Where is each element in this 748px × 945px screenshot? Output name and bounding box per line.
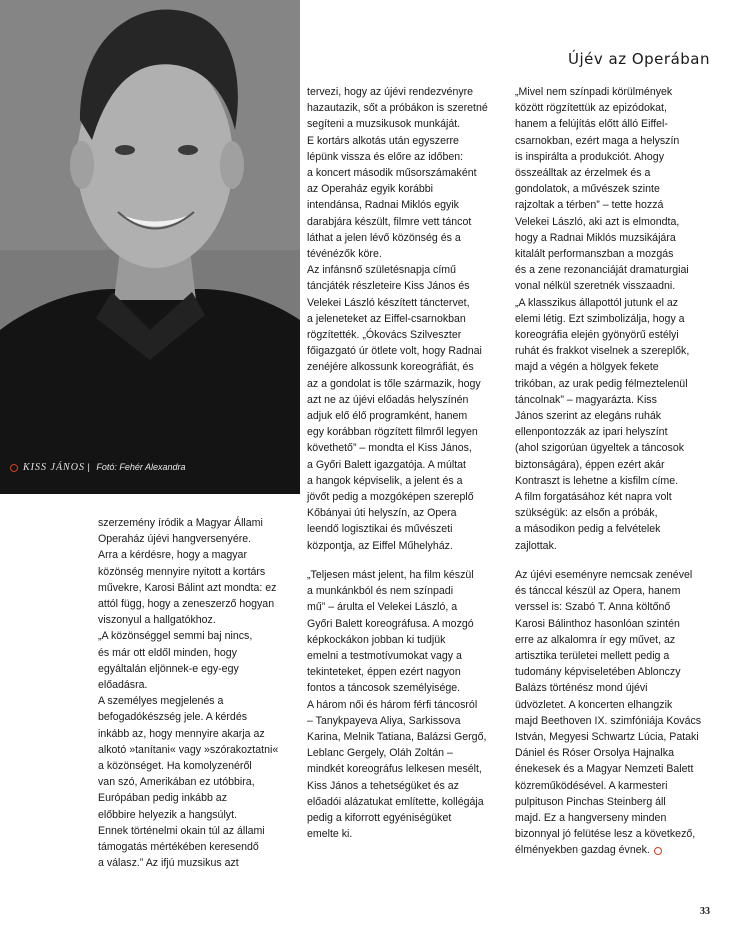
text-line: közönség mennyire nyitott a kortárs <box>98 565 266 578</box>
text-line: hogy a Radnai Miklós muzsikájára <box>515 231 676 244</box>
page-number: 33 <box>700 906 710 917</box>
text-line: zajlottak. <box>515 539 557 552</box>
text-line: Dániel és Róser Orsolya Hajnalka <box>515 747 674 760</box>
end-mark-icon <box>654 847 662 855</box>
text-line: hazautazik, sőt a próbákon is szeretné <box>307 102 488 115</box>
text-line: adjuk elő élő programként, hanem <box>307 410 468 423</box>
text-line: Operaház újévi hangversenyére. <box>98 533 252 546</box>
text-line: támogatás mértékében keresendő <box>98 841 259 854</box>
text-line: Győri Balett koreográfusa. A mozgó <box>307 617 474 630</box>
text-line: emelte ki. <box>307 828 353 841</box>
text-line: rajzoltak a térben” – tette hozzá <box>515 199 664 212</box>
text-line: „Mivel nem színpadi körülmények <box>515 86 673 98</box>
text-line: E kortárs alkotás után egyszerre <box>307 134 459 147</box>
section-title: Újév az Operában <box>568 50 710 68</box>
text-line: Leblanc Gergely, Oláh Zoltán – <box>307 747 453 760</box>
text-line: biztonságára), éppen ezért akár <box>515 458 665 471</box>
text-line: elemi létig. Ezt szimbolizálja, hogy a <box>515 312 685 325</box>
text-line: mű” – árulta el Velekei László, a <box>307 601 458 614</box>
text-line: Karosi Bálinthoz hasonlóan szintén <box>515 617 680 630</box>
text-line: vonal nélkül szeretnék visszaadni. <box>515 280 676 293</box>
text-line: Velekei László készített tánctervet, <box>307 296 470 309</box>
text-line: szerzemény íródik a Magyar Állami <box>98 517 263 529</box>
text-line: – Tanykpayeva Aliya, Sarkissova <box>307 714 461 727</box>
text-line: emelni a testmotívumokat vagy a <box>307 649 462 662</box>
text-line: az Operaház egyik korábbi <box>307 183 434 196</box>
text-line: Európában pedig inkább az <box>98 792 227 805</box>
text-line: Karina, Melnik Tatiana, Balázsi Gergő, <box>307 730 487 743</box>
text-line: főigazgató úr ötlete volt, hogy Radnai <box>307 345 482 358</box>
text-line: és tánccal készül az Opera, hanem <box>515 585 681 598</box>
text-line: Kőbányai úti helyszín, az Opera <box>307 507 457 520</box>
last-text-line <box>515 842 715 858</box>
text-column-1 <box>98 515 298 871</box>
text-line: befogadókészség jele. A kérdés <box>98 711 248 724</box>
text-column-2 <box>307 84 509 842</box>
text-line: a közönséget. Ha komolyzenéről <box>98 760 252 773</box>
text-line: rögzítették. „Ókovács Szilveszter <box>307 329 462 342</box>
text-line: (ahol szigorúan ügyeltek a táncosok <box>515 442 685 455</box>
text-line: a munkánkból és nem színpadi <box>307 585 454 598</box>
text-line: művekre, Karosi Bálint azt mondta: ez <box>98 581 277 594</box>
text-line: közreműködésével. A karmesteri <box>515 779 668 792</box>
text-line: fontos a táncosok személyisége. <box>307 682 461 695</box>
text-line: és már ott eldől minden, hogy <box>98 646 237 659</box>
text-line: viszonyul a hallgatókhoz. <box>98 614 216 627</box>
caption-separator: | <box>87 462 90 472</box>
text-line: és a zene rezonanciáját dramaturgiai <box>515 264 689 277</box>
text-line: „Teljesen mást jelent, ha film készül <box>307 568 474 581</box>
text-line: az a gondolat is tőle származik, hogy <box>307 377 481 390</box>
text-line: majd Beethoven IX. szimfóniája Kovács <box>515 714 702 727</box>
text-line: „A klasszikus állapottól jutunk el az <box>515 296 679 309</box>
photo-caption <box>10 462 295 473</box>
text-line: lépünk vissza és előre az időben: <box>307 150 464 163</box>
caption-credit: Fotó: Fehér Alexandra <box>96 462 186 472</box>
text-line: a jeleneteket az Eiffel-csarnokban <box>307 312 466 325</box>
portrait-photo <box>0 0 300 494</box>
text-line: Balázs történész mond újévi <box>515 682 648 695</box>
text-line: hanem a felújítás előtt álló Eiffel- <box>515 118 668 131</box>
text-line: inkább az, hogy mennyire akarja az <box>98 727 265 740</box>
text-line: mindkét koreográfus lelkesen mesélt, <box>307 763 482 776</box>
text-line: attól függ, hogy a zeneszerző hogyan <box>98 598 275 611</box>
text-line: a Győri Balett igazgatója. A múltat <box>307 458 466 471</box>
text-line: jövőt pedig a mozgóképen szereplő <box>307 491 474 504</box>
text-line: van szó, Amerikában ez utóbbira, <box>98 776 255 789</box>
text-line: táncjáték részleteire Kiss János és <box>307 280 470 293</box>
caption-name: KISS JÁNOS <box>23 462 85 473</box>
text-line: Kontraszt is lehetne a kisfilm címe. <box>515 474 679 487</box>
text-line: pulpituson Pinchas Steinberg áll <box>515 795 666 808</box>
text-line: erre az alkalomra ír egy művet, az <box>515 633 676 646</box>
text-line: szükségük: az elsőn a próbák, <box>515 507 658 520</box>
caption-bullet-icon <box>10 464 18 472</box>
text-line: egyáltalán eljönnek-e egy-egy <box>98 662 239 675</box>
text-line: összeálltak az érzelmek és a <box>515 167 651 180</box>
text-line: leendő logisztikai és művészeti <box>307 523 453 536</box>
text-line: egy korábban rögzített filmről legyen <box>307 426 478 439</box>
text-line: Arra a kérdésre, hogy a magyar <box>98 549 247 562</box>
text-line: verssel is: Szabó T. Anna költőnő <box>515 601 671 614</box>
text-line: követhető” – mondta el Kiss János, <box>307 442 472 455</box>
text-line: Az újévi eseményre nemcsak zenével <box>515 568 693 581</box>
text-column-3 <box>515 84 715 859</box>
text-line: A személyes megjelenés a <box>98 695 224 708</box>
text-line: István, Megyesi Schwartz Lúcia, Pataki <box>515 730 699 743</box>
text-line: Az infánsnő születésnapja című <box>307 264 456 277</box>
text-line: trikóban, az urak pedig félmeztelenül <box>515 377 688 390</box>
text-line: „A közönséggel semmi baj nincs, <box>98 630 253 643</box>
text-line: darabjára készült, filmre vett táncot <box>307 215 472 228</box>
text-line: előadásra. <box>98 679 148 692</box>
text-line: alkotó »tanítani« vagy »szórakoztatni« <box>98 743 279 756</box>
text-line: zenéjére alkossunk koreográfiát, és <box>307 361 474 374</box>
text-line: a másodikon pedig a felvételek <box>515 523 661 536</box>
text-line: azt ne az újévi előadás helyszínén <box>307 393 469 406</box>
text-line: Velekei László, aki azt is elmondta, <box>515 215 680 228</box>
text-line: a hangok képviselik, a jelent és a <box>307 474 463 487</box>
text-line: segíteni a muzsikusok munkáját. <box>307 118 461 131</box>
text-line: koreográfia elején gyönyörű estélyi <box>515 329 679 342</box>
text-line: gondolatok, a művészek szinte <box>515 183 660 196</box>
text-line: bizonnyal jó felütése lesz a következő, <box>515 828 696 841</box>
text-line: A három női és három férfi táncosról <box>307 698 478 711</box>
text-line: a válasz.” Az ifjú muzsikus azt <box>98 857 239 870</box>
text-line: intendánsa, Radnai Miklós egyik <box>307 199 459 212</box>
text-line: táncolnak” – magyarázta. Kiss <box>515 393 657 406</box>
text-line: előbbire helyezik a hangsúlyt. <box>98 808 237 821</box>
text-line: János szerint az elegáns ruhák <box>515 410 662 423</box>
text-line: között rögzítettük az epizódokat, <box>515 102 667 115</box>
text-line: énekesek és a Magyar Nemzeti Balett <box>515 763 694 776</box>
column2-block-b <box>307 567 509 842</box>
text-line: Ennek történelmi okain túl az állami <box>98 824 265 837</box>
text-line: üdvözletet. A koncerten elhangzik <box>515 698 673 711</box>
text-line: láthat a jelen lévő közönség és a <box>307 231 461 244</box>
text-line-content: élményekben gazdag évnek. <box>515 844 650 857</box>
text-line: majd a végén a hölgyek fekete <box>515 361 659 374</box>
text-line: tévénézők köre. <box>307 248 382 261</box>
text-line: majd. Ez a hangverseny minden <box>515 811 667 824</box>
text-line: képkockákon jobban ki tudjük <box>307 633 446 646</box>
text-line: tekinteteket, éppen ezért nagyon <box>307 666 461 679</box>
text-line: a koncert második műsorszámaként <box>307 167 477 180</box>
text-line: előadói alázatukat említette, kollégája <box>307 795 484 808</box>
text-line: ellenpontozzák az ipari helyszínt <box>515 426 668 439</box>
text-line: kitalált performanszban a mozgás <box>515 248 674 261</box>
text-line: A film forgatásához két napra volt <box>515 491 672 504</box>
text-line: tudomány képviseletében Ablonczy <box>515 666 681 679</box>
text-line: tervezi, hogy az újévi rendezvényre <box>307 86 474 98</box>
column2-block-a <box>307 84 509 554</box>
text-line: Kiss János a tehetségüket és az <box>307 779 459 792</box>
text-line: csarnokban, ezért maga a helyszín <box>515 134 680 147</box>
portrait-illustration <box>0 0 300 494</box>
column3-block-b <box>515 567 715 859</box>
text-line: ruhát és frakkot viselnek a szereplők, <box>515 345 690 358</box>
text-line: központja, az Eiffel Műhelyház. <box>307 539 453 552</box>
text-line: pedig a kiforrott egyéniségüket <box>307 811 452 824</box>
text-line: is inspirálta a produkciót. Ahogy <box>515 150 664 163</box>
text-line: artisztika területei mellett pedig a <box>515 649 670 662</box>
column3-block-a <box>515 84 715 554</box>
